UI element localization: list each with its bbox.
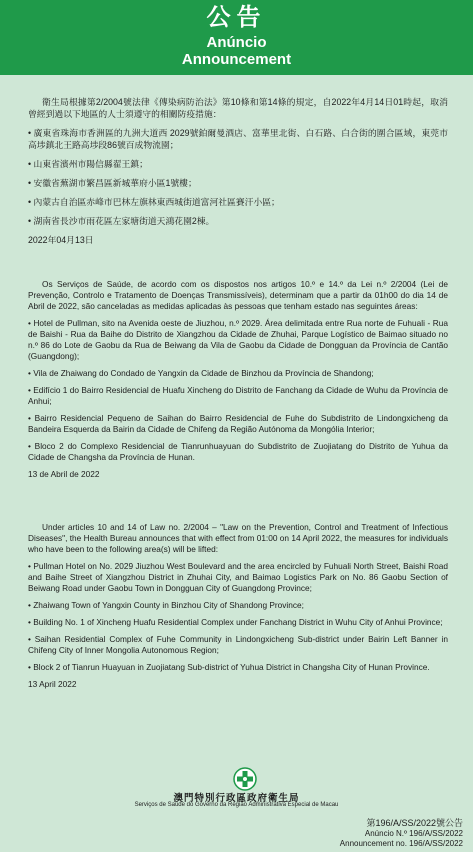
title-en: Announcement — [181, 51, 292, 68]
pt-item: • Bloco 2 do Complexo Residencial de Tianrunhuayuan do Subdistrito de Zuojiatang do Distrito de Yuhua da Cidade de Changsha da Província de Hunan. — [28, 441, 448, 462]
en-date: 13 April 2022 — [28, 679, 77, 689]
title-pt: Anúncio — [206, 34, 267, 51]
footer — [0, 765, 473, 852]
en-item: • Zhaiwang Town of Yangxin County in Binzhou City of Shandong Province; — [28, 600, 304, 610]
reference-number-zh: 第196/A/SS/2022號公告 — [366, 818, 463, 828]
zh-date: 2022年04月13日 — [28, 235, 94, 245]
pt-item: • Bairro Residencial Pequeno de Saihan do Bairro Residencial de Fuhe do Subdistrito de Lindongxicheng da Bandeira Esquerda da Bairin da Cidade de Chifeng da Região Autónoma da Mongólia Interior; — [28, 413, 448, 434]
health-bureau-emblem-icon — [233, 767, 257, 791]
pt-item: • Edifício 1 do Bairro Residencial de Huafu Xincheng do Distrito de Fanchang da Cidade de Wuhu da Província de Anhui; — [28, 385, 448, 406]
department-name-pt: Serviços de Saúde do Governo da Região Administrativa Especial de Macau — [134, 802, 339, 808]
english-section — [28, 522, 448, 696]
zh-item: • 安徽省蕪湖市繁昌區新城華府小區1號樓； — [28, 178, 197, 188]
pt-item: • Hotel de Pullman, sito na Avenida oeste de Jiuzhou, n.º 2029. Área delimitada entre Rua norte de Fuhuali - Rua de Baishi - Rua da Baihe do Distrito de Xiangzhou da Cidade de Zhuhai, Parque Logístico de Baimao situado no n.º 86 do Lote de Gaobu da Rua de Beiwang da Vila de Gaobu da Cidade de Dongguan da Província de Cantão (Guangdong); — [28, 318, 448, 361]
pt-date: 13 de Abril de 2022 — [28, 469, 100, 479]
en-intro: Under articles 10 and 14 of Law no. 2/2004 – "Law on the Prevention, Control and Treatment of Infectious Diseases", the Health Bureau announces that with effect from 01:00 on 14 April 2022, the measures for individuals who have been to the following area(s) will be lifted: — [28, 522, 448, 554]
reference-number-en: Announcement no. 196/A/SS/2022 — [339, 839, 463, 848]
zh-intro: 衛生局根據第2/2004號法律《傳染病防治法》第10條和第14條的規定，自2022年4月14日01時起，取消曾經到過以下地區的人士須遵守的相關防疫措施： — [28, 97, 448, 119]
zh-item: • 山東省濱州市陽信縣翟王鎮； — [28, 159, 148, 169]
reference-number-pt: Anúncio N.º 196/A/SS/2022 — [364, 829, 463, 838]
pt-item: • Vila de Zhaiwang do Condado de Yangxin da Cidade de Binzhou da Província de Shandong; — [28, 368, 374, 378]
en-item: • Block 2 of Tianrun Huayuan in Zuojiatang Sub-district of Yuhua District in Changsha City of Hunan Province. — [28, 662, 430, 672]
pt-intro: Os Serviços de Saúde, de acordo com os dispostos nos artigos 10.º e 14.º da Lei n.º 2/2004 (Lei de Prevenção, Controlo e Tratamento de Doenças Transmissíveis), determinam que a partir da 01h00 do dia 14 de Abril de 2022, são canceladas as medidas aplicadas às pessoas que tenham estado nas seguintes áreas: — [28, 279, 448, 311]
en-item: • Saihan Residential Complex of Fuhe Community in Lindongxicheng Sub-district under Bairin Left Banner in Chifeng City of Inner Mongolia Autonomous Region; — [28, 634, 448, 655]
en-item: • Building No. 1 of Xincheng Huafu Residential Complex under Fanchang District in Wuhu City of Anhui Province; — [28, 617, 443, 627]
zh-item: • 廣東省珠海市香洲區的九洲大道西 2029號鉑爾曼酒店、富華里北街、白石路、白合街的圍合區域，東莞市高埗鎮北王路高埗段86號百成物流園； — [28, 128, 448, 150]
department-name-zh: 澳門特別行政區政府衛生局 — [173, 793, 300, 804]
chinese-section — [28, 96, 448, 253]
zh-item: • 內蒙古自治區赤峰市巴林左旗林東西城街道富河社區賽汗小區； — [28, 197, 280, 207]
en-item: • Pullman Hotel on No. 2029 Jiuzhou West Boulevard and the area encircled by Fuhuali North Street, Baishi Road and Baihe Street of Xiangzhou District in Zhuhai City, and Baimao Logistics Park on No. 86 Gaobu Section of Beiwang Road under Gaobu Town in Dongguan City of Guangdong Province; — [28, 561, 448, 593]
zh-item: • 湖南省長沙市雨花區左家塘街道天鴻花園2棟。 — [28, 216, 215, 226]
title-zh: 公告 — [206, 4, 267, 31]
portuguese-section — [28, 279, 448, 486]
header-banner — [0, 0, 473, 75]
